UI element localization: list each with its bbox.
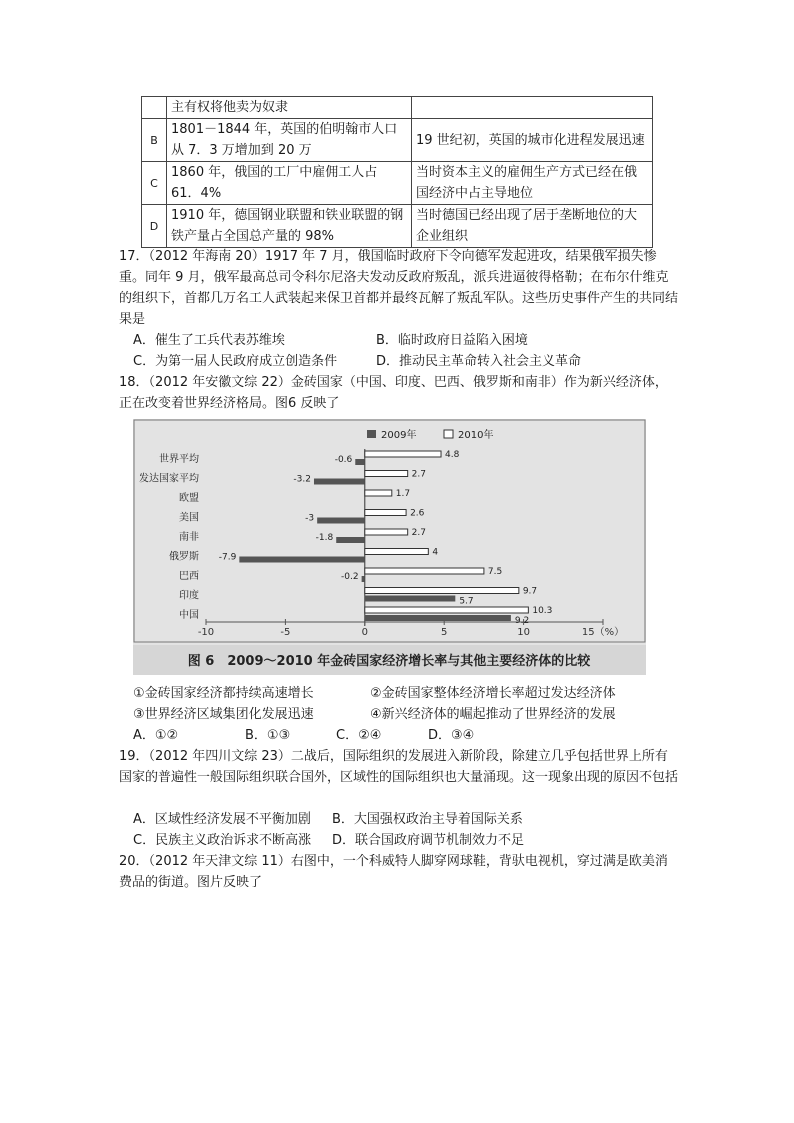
q18-statement-4: ④新兴经济体的崛起推动了世界经济的发展	[370, 707, 616, 722]
x-tick-label: -10	[197, 627, 215, 638]
category-label: 巴西	[179, 571, 199, 582]
value-label-2009: -1.8	[315, 533, 334, 543]
bar-2010	[365, 529, 408, 535]
bar-2009	[317, 518, 365, 524]
q18-option-a: A．①②	[133, 728, 179, 743]
value-label-2010: 4	[432, 547, 439, 558]
value-label-2009: -3	[305, 513, 315, 524]
event-cell: 1801－1844 年，英国的伯明翰市人口从 7．3 万增加到 20 万	[167, 119, 412, 162]
value-label-2010: 4.8	[445, 450, 460, 460]
q19-option-d: D．联合国政府调节机制效力不足	[332, 833, 525, 848]
bar-2010	[365, 471, 408, 477]
event-cell: 1860 年，俄国的工厂中雇佣工人占 61．4%	[167, 162, 412, 205]
x-tick-label: 5	[441, 627, 448, 638]
value-label-2009: -0.2	[341, 572, 359, 582]
q17-option-d: D．推动民主革命转入社会主义革命	[376, 354, 582, 369]
bar-2009	[365, 596, 456, 602]
event-cell: 主有权将他卖为奴隶	[167, 97, 412, 119]
value-label-2010: 2.6	[410, 508, 425, 519]
q17-option-c: C．为第一届人民政府成立创造条件	[133, 354, 338, 369]
bar-2010	[365, 451, 441, 457]
value-label-2010: 9.7	[522, 586, 538, 597]
value-label-2010: 10.3	[532, 606, 553, 616]
category-label: 中国	[179, 610, 199, 621]
row-label: B	[142, 119, 167, 162]
legend-label-2010: 2010年	[458, 430, 494, 441]
q19-option-c: C．民族主义政治诉求不断高涨	[133, 833, 312, 848]
category-label: 欧盟	[179, 493, 199, 504]
value-label-2010: 2.7	[411, 528, 427, 538]
x-tick-label: -5	[280, 627, 291, 638]
conclusion-cell: 19 世纪初，英国的城市化进程发展迅速	[412, 119, 653, 162]
x-tick-label: 10	[517, 627, 530, 638]
value-label-2009: 9.2	[514, 616, 530, 626]
bar-2009	[239, 557, 364, 563]
table-row	[142, 97, 653, 119]
value-label-2010: 7.5	[487, 567, 503, 577]
q18-option-b: B．①③	[245, 728, 291, 743]
bar-2010	[365, 490, 392, 496]
conclusion-cell	[412, 97, 653, 119]
category-label: 世界平均	[159, 454, 199, 465]
bar-2009	[362, 576, 365, 582]
bar-2010	[365, 588, 519, 594]
category-label: 印度	[179, 590, 199, 602]
bar-2010	[365, 510, 406, 516]
bar-2009	[336, 537, 365, 543]
bar-2010	[365, 607, 529, 613]
event-cell: 1910 年，德国钢业联盟和铁业联盟的钢铁产量占全国总产量的 98%	[167, 205, 412, 248]
legend-label-2009: 2009年	[381, 430, 417, 441]
table-row	[142, 162, 653, 205]
q17-stem: 17．（2012 年海南 20）1917 年 7 月，俄国临时政府下令向德军发起进攻，结果俄军损失惨重。同年 9 月，俄军最高总司令科尔尼洛夫发动反政府叛乱，派兵进逼彼得格勒；在布尔什维克的组织下，首都几万名工人武装起来保卫首都并最终瓦解了叛乱军队。这些历史事件产生的共同结果是	[119, 249, 679, 327]
bar-2010	[365, 549, 429, 555]
category-label: 俄罗斯	[169, 551, 199, 563]
conclusion-cell: 当时资本主义的雇佣生产方式已经在俄国经济中占主导地位	[412, 162, 653, 205]
growth-chart-svg	[133, 419, 646, 675]
q17-option-a: A．催生了工兵代表苏维埃	[133, 333, 285, 348]
table-row	[142, 205, 653, 248]
value-label-2010: 2.7	[411, 469, 427, 480]
category-label: 美国	[179, 512, 199, 524]
bar-2009	[365, 615, 511, 621]
value-label-2009: -7.9	[218, 552, 237, 563]
q20-stem: 20．（2012 年天津文综 11）右图中，一个科威特人脚穿网球鞋，背驮电视机，穿过满是欧美消费品的街道。图片反映了	[119, 854, 668, 890]
row-label: D	[142, 205, 167, 248]
value-label-2009: -3.2	[293, 474, 311, 485]
options-table	[141, 96, 653, 248]
value-label-2010: 1.7	[395, 489, 411, 499]
chart-title: 图 6 2009～2010 年金砖国家经济增长率与其他主要经济体的比较	[187, 654, 591, 669]
bar-2009	[355, 459, 365, 465]
q18-option-d: D．③④	[428, 728, 475, 743]
legend-swatch-2009	[367, 430, 376, 438]
x-tick-label: 0	[361, 627, 368, 638]
bar-2010	[365, 568, 484, 574]
q17-option-b: B．临时政府日益陷入困境	[376, 333, 528, 348]
row-label: C	[142, 162, 167, 205]
category-label: 南非	[179, 532, 199, 543]
q18-statement-3: ③世界经济区域集团化发展迅速	[133, 707, 314, 722]
q19-option-a: A．区域性经济发展不平衡加剧	[133, 812, 311, 827]
q19-option-b: B．大国强权政治主导着国际关系	[332, 812, 523, 827]
q18-statement-1: ①金砖国家经济都持续高速增长	[133, 686, 314, 701]
table-row	[142, 119, 653, 162]
category-label: 发达国家平均	[139, 473, 199, 485]
q18-stem: 18．（2012 年安徽文综 22）金砖国家（中国、印度、巴西、俄罗斯和南非）作为新兴经济体，正在改变着世界经济格局。图6 反映了	[119, 375, 668, 411]
q19-stem: 19．（2012 年四川文综 23）二战后，国际组织的发展进入新阶段，除建立几乎包括世界上所有国家的普遍性一般国际组织联合国外，区域性的国际组织也大量涌现。这一现象出现的原因不包括	[119, 749, 679, 785]
legend-swatch-2010	[444, 430, 453, 438]
q18-option-c: C．②④	[336, 728, 382, 743]
x-tick-label: 15（%）	[581, 627, 625, 638]
value-label-2009: 5.7	[459, 596, 474, 607]
bar-2009	[314, 479, 365, 485]
growth-chart	[133, 419, 646, 675]
conclusion-cell: 当时德国已经出现了居于垄断地位的大企业组织	[412, 205, 653, 248]
row-label	[142, 97, 167, 119]
value-label-2009: -0.6	[334, 455, 353, 465]
q18-statement-2: ②金砖国家整体经济增长率超过发达经济体	[370, 686, 616, 701]
